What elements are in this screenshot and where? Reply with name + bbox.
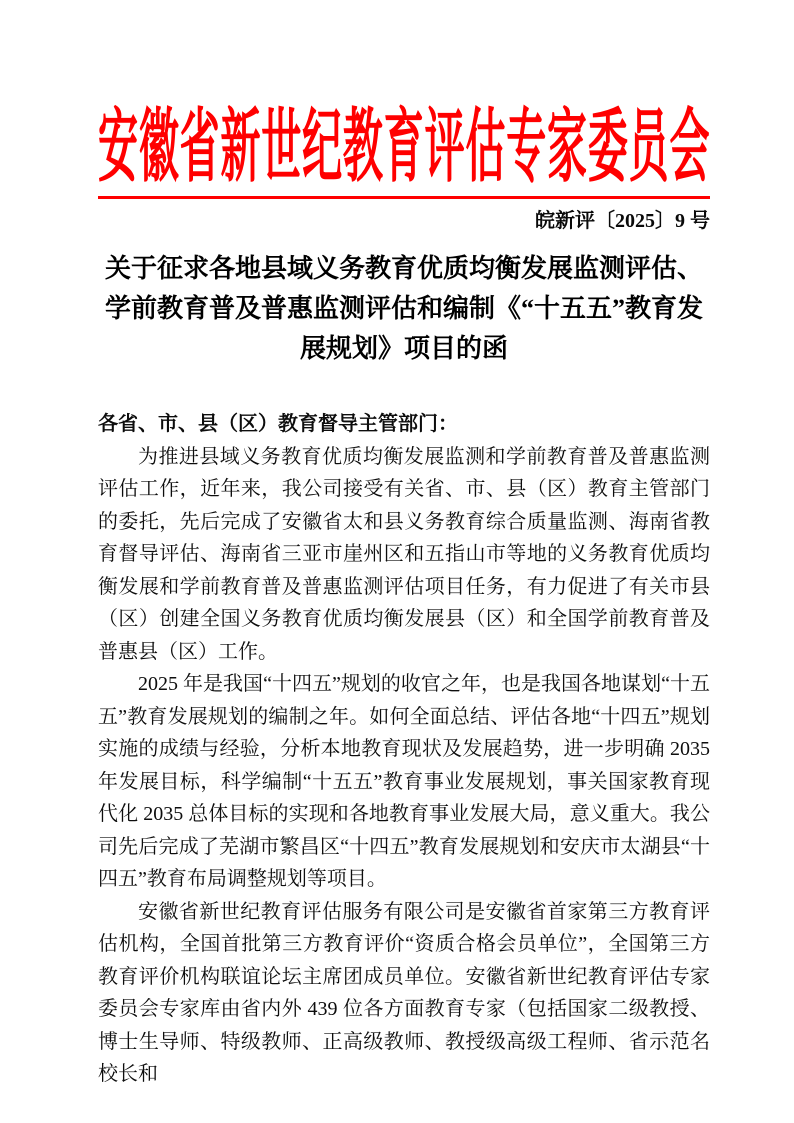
doc-title-line-1: 关于征求各地县域义务教育优质均衡发展监测评估、 xyxy=(104,254,703,283)
org-name: 安徽省新世纪教育评估专家委员会 xyxy=(98,102,710,192)
doc-number: 皖新评〔2025〕9 号 xyxy=(535,210,710,232)
doc-title xyxy=(98,249,710,369)
doc-title-line-3: 展规划》项目的函 xyxy=(299,334,508,363)
paragraph-1: 为推进县域义务教育优质均衡发展监测和学前教育普及普惠监测评估工作，近年来，我公司接受有关省、市、县（区）教育主管部门的委托，先后完成了安徽省太和县义务教育综合质量监测、海南省教育督导评估、海南省三亚市崖州区和五指山市等地的义务教育优质均衡发展和学前教育普及普惠监测评估项目任务，有力促进了有关市县（区）创建全国义务教育优质均衡发展县（区）和全国学前教育普及普惠县（区）工作。 xyxy=(98,445,710,663)
paragraph-2: 2025 年是我国“十四五”规划的收官之年，也是我国各地谋划“十五五”教育发展规划的编制之年。如何全面总结、评估各地“十四五”规划实施的成绩与经验，分析本地教育现状及发展趋势，进一步明确 2035 年发展目标，科学编制“十五五”教育事业发展规划，事关国家教育现代化 2035 总体目标的实现和各地教育事业发展大局，意义重大。我公司先后完成了芜湖市繁昌区“十四五”教育发展规划和安庆市太湖县“十四五”教育布局调整规划等项目。 xyxy=(98,673,710,890)
doc-body xyxy=(98,408,710,1091)
salutation: 各省、市、县（区）教育督导主管部门： xyxy=(98,413,458,435)
paragraph-3: 安徽省新世纪教育评估服务有限公司是安徽省首家第三方教育评估机构，全国首批第三方教育评价“资质合格会员单位”，全国第三方教育评价机构联谊论坛主席团成员单位。安徽省新世纪教育评估专家委员会专家库由省内外 439 位各方面教育专家（包括国家二级教授、博士生导师、特级教师、正高级教师、教授级高级工程师、省示范名校长和 xyxy=(98,900,710,1085)
org-name-wrap xyxy=(98,102,710,192)
red-divider-line xyxy=(98,196,710,199)
doc-title-line-2: 学前教育普及普惠监测评估和编制《“十五五”教育发 xyxy=(104,294,703,323)
letterhead xyxy=(98,102,710,235)
